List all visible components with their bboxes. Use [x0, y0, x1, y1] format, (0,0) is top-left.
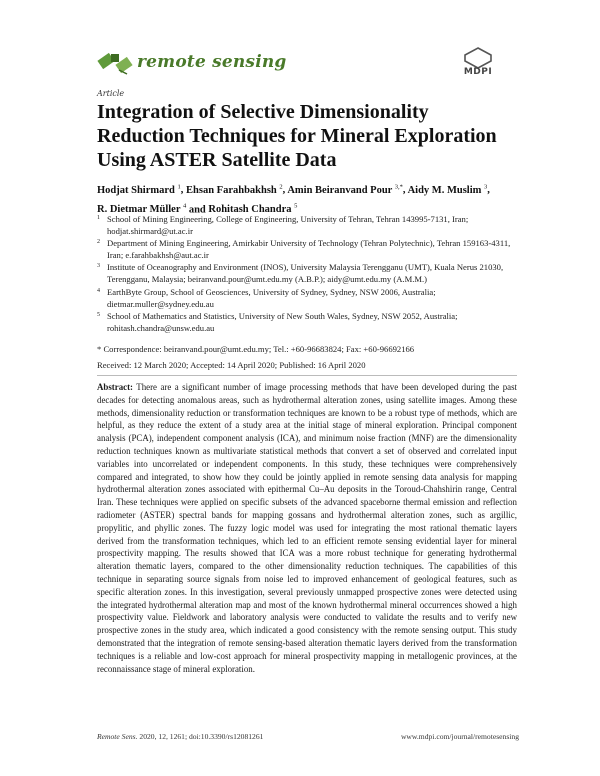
article-title: Integration of Selective Dimensionality Reduction Techniques for Mineral Exploration Using ASTER Satellite Data	[97, 101, 497, 171]
abstract	[97, 381, 517, 675]
correspondence: * Correspondence: beiranvand.pour@umt.edu.my; Tel.: +60-96683824; Fax: +60-96692166	[97, 344, 415, 354]
journal-header	[97, 48, 287, 76]
journal-logo-icon	[97, 48, 133, 76]
publisher-name: MDPI	[463, 67, 493, 77]
publication-dates: Received: 12 March 2020; Accepted: 14 April 2020; Published: 16 April 2020	[97, 360, 366, 370]
affiliation: 3 Institute of Oceanography and Environment (INOS), University Malaysia Terengganu (UMT), Kuala Nerus 21030, Terengganu, Malaysia; beiranvand.pour@umt.edu.my (A.B.P.); aidy@umt.edu.my (A.M.M.)	[97, 262, 504, 285]
affiliation: 2 Department of Mining Engineering, Amirkabir University of Technology (Tehran Polytechnic), Tehran 159163-4311, Iran; e.farahbakhsh@aut.ac.ir	[97, 238, 511, 261]
citation-journal: Remote Sens.	[97, 732, 138, 741]
affiliation: 5 School of Mathematics and Statistics, University of New South Wales, Sydney, NSW 2052, Australia; rohitash.chandra@unsw.edu.au	[97, 310, 458, 333]
mdpi-logo-icon	[463, 47, 493, 69]
affiliations	[97, 213, 517, 334]
abstract-label: Abstract:	[97, 382, 133, 392]
abstract-text: There are a significant number of image processing methods that have been developed during the past decades for detecting anomalous areas, such as hydrothermal alteration zones, using satellite images. Among these methods, dimensionality reduction or transformation techniques are known to be a robust type of methods, which are helpful, as they reduce the extent of a study area at the initial stage of mineral exploration. Principal component analysis (PCA), independent component analysis (ICA), and minimum noise fraction (MNF) are the dimensionality reduction techniques known as multivariate statistical methods that convert a set of observed and correlated input variables into uncorrelated or independent components. In this study, these techniques were comprehensively compared and integrated, to show how they could be jointly applied in remote sensing data analysis for mapping hydrothermal alteration zones associated with epithermal Cu–Au deposits in the Toroud-Chahshirin range, Central Iran. These techniques were applied on specific subsets of the advanced spaceborne thermal emission and reflection radiometer (ASTER) spectral bands for mapping gossans and hydrothermal alteration zones, such as argillic, propylitic, and phyllic zones. The fuzzy logic model was used for integrating the most rational thematic layers derived from the transformation techniques, which led to an efficient remote sensing evidential layer for mineral prospectivity mapping. The results showed that ICA was a more robust technique for generating hydrothermal alteration thematic layers, compared to the other dimensionality reduction techniques. The capabilities of this technique in separating source signals from noise led to improved enhancement of geological features, such as specific alteration zones. In this investigation, several previously unmapped prospective zones were detected using the integrated hydrothermal alteration map and most of the known hydrothermal mineral occurrences showed a high prospectivity value. Fieldwork and laboratory analysis were conducted to validate the results and to verify new prospective zones in the study area, which indicated a good consistency with the remote sensing output. This study demonstrated that the integration of remote sensing-based alteration thematic layers derived from the transformation techniques is a reliable and low-cost approach for mineral prospectivity mapping in metallogenic provinces, at the reconnaissance stage of mineral exploration.	[97, 382, 517, 674]
journal-url[interactable]: www.mdpi.com/journal/remotesensing	[400, 732, 519, 741]
author[interactable]: Rohitash Chandra $^5$	[208, 202, 298, 215]
publisher-logo	[463, 47, 493, 77]
affiliation: 1 School of Mining Engineering, College of Engineering, University of Tehran, Tehran 143995-7131, Iran; hodjat.shirmard@ut.ac.ir	[97, 214, 469, 237]
citation-footer	[97, 732, 263, 741]
author[interactable]: Hodjat Shirmard $^1$	[97, 183, 181, 196]
author[interactable]: Aidy M. Muslim $^3$	[407, 183, 488, 196]
divider	[97, 375, 517, 376]
journal-name: remote sensing	[137, 52, 287, 72]
citation-details: 2020, 12, 1261; doi:10.3390/rs12081261	[139, 732, 264, 741]
article-type: Article	[97, 89, 125, 98]
affiliation: 4 EarthByte Group, School of Geosciences, University of Sydney, Sydney, NSW 2006, Australia; dietmar.muller@sydney.edu.au	[97, 286, 436, 309]
author-list: Hodjat Shirmard $^1$, Ehsan Farahbakhsh $^2$, Amin Beiranvand Pour $^{3,*}$, Aidy M. Muslim $^3$, R. Dietmar Müller $^4$ and Rohitash Chandra $^5$	[97, 183, 490, 215]
author[interactable]: Amin Beiranvand Pour $^{3,*}$	[287, 183, 403, 196]
author[interactable]: Ehsan Farahbakhsh $^2$	[186, 183, 283, 196]
author[interactable]: R. Dietmar Müller $^4$	[97, 202, 187, 215]
